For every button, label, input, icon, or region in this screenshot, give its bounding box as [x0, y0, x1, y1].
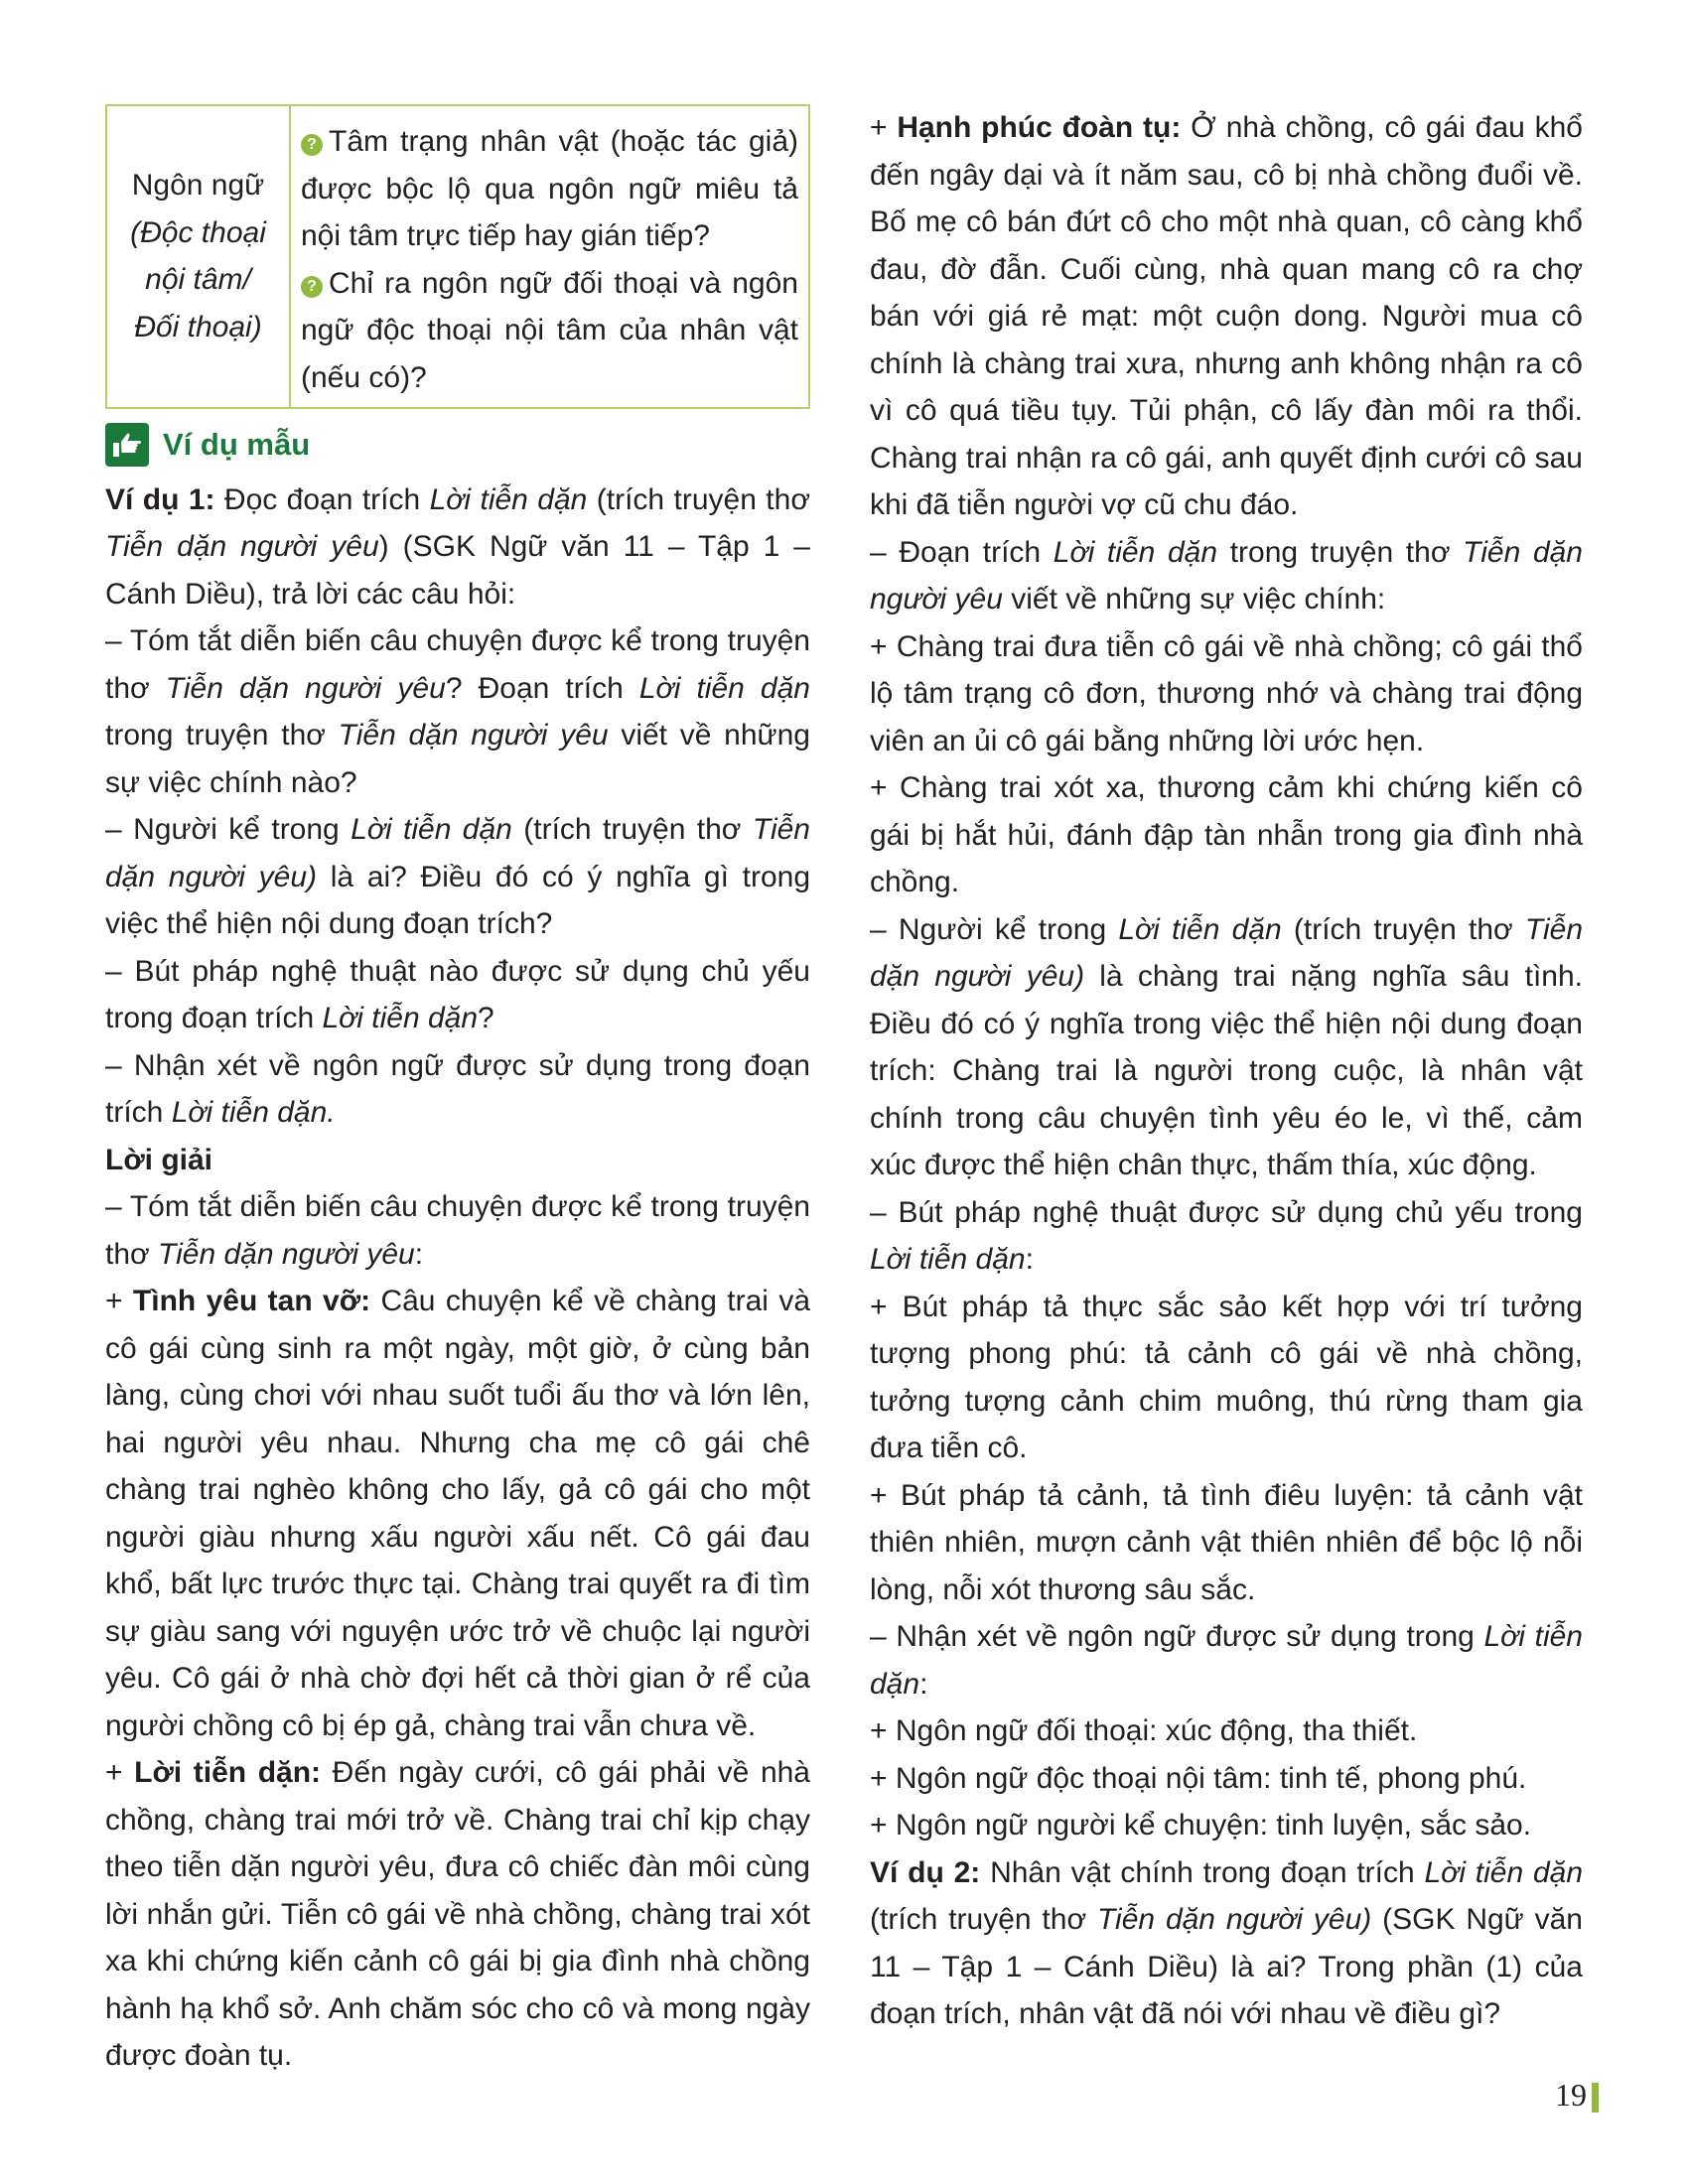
example-2-prompt: Ví dụ 2: Nhân vật chính trong đoạn trích Lời tiễn dặn (trích truyện thơ Tiễn dặn người yêu) (SGK Ngữ văn 11 – Tập 1 – Cánh Diều) là ai? Trong phần (1) của đoạn trích, nhân vật đã nói với nhau về điều gì? — [870, 1855, 1584, 2030]
page-number: 19 — [1555, 2077, 1587, 2113]
right-column — [870, 104, 1583, 2038]
answer-paragraph: + Chàng trai đưa tiễn cô gái về nhà chồng; cô gái thổ lộ tâm trạng cô đơn, thương nhớ và chàng trai động viên an ủi cô gái bằng những lời ước hẹn. — [870, 629, 1583, 757]
criteria-questions-cell — [290, 105, 809, 408]
criteria-label-line: (Độc thoại — [130, 215, 266, 249]
criteria-table — [105, 104, 810, 409]
answer-paragraph: + Tình yêu tan vỡ: Câu chuyện kể về chàng trai và cô gái cùng sinh ra một ngày, một giờ, ở cùng bản làng, cùng chơi với nhau suốt tuổi ấu thơ và lớn lên, hai người yêu nhau. Nhưng cha mẹ cô gái chê chàng trai nghèo không cho lấy, gả cô gái cho một người giàu nhưng xấu người xấu nết. Cô gái đau khổ, bất lực trước thực tại. Chàng trai quyết ra đi tìm sự giàu sang với nguyện ước trở về chuộc lại người yêu. Cô gái ở nhà chờ đợi hết cả thời gian ở rể của người chồng cô bị ép gả, chàng trai vẫn chưa về. — [105, 1285, 811, 1742]
answer-paragraph: + Chàng trai xót xa, thương cảm khi chứng kiến cô gái bị hắt hủi, đánh đập tàn nhẫn trong gia đình nhà chồng. — [870, 771, 1583, 898]
table-row — [106, 105, 809, 408]
page-number-bar — [1592, 2083, 1599, 2113]
answer-paragraph: + Ngôn ngữ đối thoại: xúc động, tha thiết. — [870, 1714, 1418, 1747]
criteria-question: ? Tâm trạng nhân vật (hoặc tác giả) được bộc lộ qua ngôn ngữ miêu tả nội tâm trực tiếp hay gián tiếp? — [301, 125, 798, 252]
sample-title: Ví dụ mẫu — [163, 427, 311, 462]
answer-paragraph: – Bút pháp nghệ thuật được sử dụng chủ yếu trong Lời tiễn dặn: — [870, 1195, 1583, 1276]
example-1-question: – Nhận xét về ngôn ngữ được sử dụng trong đoạn trích Lời tiễn dặn. — [105, 1048, 810, 1129]
example-1-question: – Người kể trong Lời tiễn dặn (trích truyện thơ Tiễn dặn người yêu) là ai? Điều đó có ý nghĩa gì trong việc thể hiện nội dung đoạn trích? — [105, 813, 811, 940]
answer-paragraph: – Người kể trong Lời tiễn dặn (trích truyện thơ Tiễn dặn người yêu) là chàng trai nặng nghĩa sâu tình. Điều đó có ý nghĩa trong việc thể hiện nội dung đoạn trích: Chàng trai là người trong cuộc, là nhân vật chính trong câu chuyện tình yêu éo le, vì thế, cảm xúc được thể hiện chân thực, thấm thía, xúc động. — [870, 912, 1584, 1181]
answer-paragraph: – Đoạn trích Lời tiễn dặn trong truyện thơ Tiễn dặn người yêu viết về những sự việc chính: — [870, 535, 1583, 615]
criteria-label-line: Đối thoại) — [134, 310, 262, 343]
answer-paragraph: + Bút pháp tả thực sắc sảo kết hợp với trí tưởng tượng phong phú: tả cảnh cô gái về nhà chồng, tưởng tượng cảnh chim muông, thú rừng tham gia đưa tiễn cô. — [870, 1290, 1583, 1464]
question-mark-icon: ? — [301, 276, 323, 298]
answer-paragraph: – Nhận xét về ngôn ngữ được sử dụng trong Lời tiễn dặn: — [870, 1620, 1583, 1701]
example-1-question: – Tóm tắt diễn biến câu chuyện được kể trong truyện thơ Tiễn dặn người yêu? Đoạn trích Lời tiễn dặn trong truyện thơ Tiễn dặn người yêu viết về những sự việc chính nào? — [105, 624, 810, 799]
example-1-question: – Bút pháp nghệ thuật nào được sử dụng chủ yếu trong đoạn trích Lời tiễn dặn? — [105, 954, 810, 1034]
criteria-label-cell — [106, 105, 290, 408]
answer-paragraph: + Hạnh phúc đoàn tụ: Ở nhà chồng, cô gái đau khổ đến ngây dại và ít năm sau, cô bị nhà chồng đuổi về. Bố mẹ cô bán đứt cô cho một nhà quan, cô càng khổ đau, đờ đẫn. Cuối cùng, nhà quan mang cô ra chợ bán với giá rẻ mạt: một cuộn dong. Người mua cô chính là chàng trai xưa, nhưng anh không nhận ra cô vì cô quá tiều tụy. Tủi phận, cô lấy đàn môi ra thổi. Chàng trai nhận ra cô gái, anh quyết định cưới cô sau khi đã tiễn người vợ cũ chu đáo. — [870, 111, 1583, 521]
example-1-prompt: Ví dụ 1: Đọc đoạn trích Lời tiễn dặn (trích truyện thơ Tiễn dặn người yêu) (SGK Ngữ văn 11 – Tập 1 – Cánh Diều), trả lời các câu hỏi: — [105, 482, 810, 611]
left-column — [105, 104, 810, 2080]
answer-heading: Lời giải — [105, 1143, 213, 1176]
answer-paragraph: + Lời tiễn dặn: Đến ngày cưới, cô gái phải về nhà chồng, chàng trai mới trở về. Chàng trai chỉ kịp chạy theo tiễn dặn người yêu, đưa cô chiếc đàn môi cùng lời nhắn gửi. Tiễn cô gái về nhà chồng, chàng trai xót xa khi chứng kiến cảnh cô gái bị gia đình nhà chồng hành hạ khổ sở. Anh chăm sóc cho cô và mong ngày được đoàn tụ. — [105, 1756, 810, 2072]
question-mark-icon: ? — [301, 134, 323, 156]
answer-paragraph: + Ngôn ngữ độc thoại nội tâm: tinh tế, phong phú. — [870, 1761, 1527, 1795]
pointing-hand-icon — [105, 423, 149, 467]
criteria-label-line: Ngôn ngữ — [131, 169, 265, 202]
criteria-question: ? Chỉ ra ngôn ngữ đối thoại và ngôn ngữ độc thoại nội tâm của nhân vật (nếu có)? — [301, 266, 798, 394]
criteria-label-line: nội tâm/ — [145, 263, 251, 296]
answer-paragraph: + Ngôn ngữ người kể chuyện: tinh luyện, sắc sảo. — [870, 1809, 1532, 1842]
sample-heading — [105, 421, 810, 469]
answer-paragraph: – Tóm tắt diễn biến câu chuyện được kể trong truyện thơ Tiễn dặn người yêu: — [105, 1190, 810, 1271]
answer-paragraph: + Bút pháp tả cảnh, tả tình điêu luyện: tả cảnh vật thiên nhiên, mượn cảnh vật thiên nhiên để bộc lộ nỗi lòng, nỗi xót thương sâu sắc. — [870, 1478, 1583, 1606]
